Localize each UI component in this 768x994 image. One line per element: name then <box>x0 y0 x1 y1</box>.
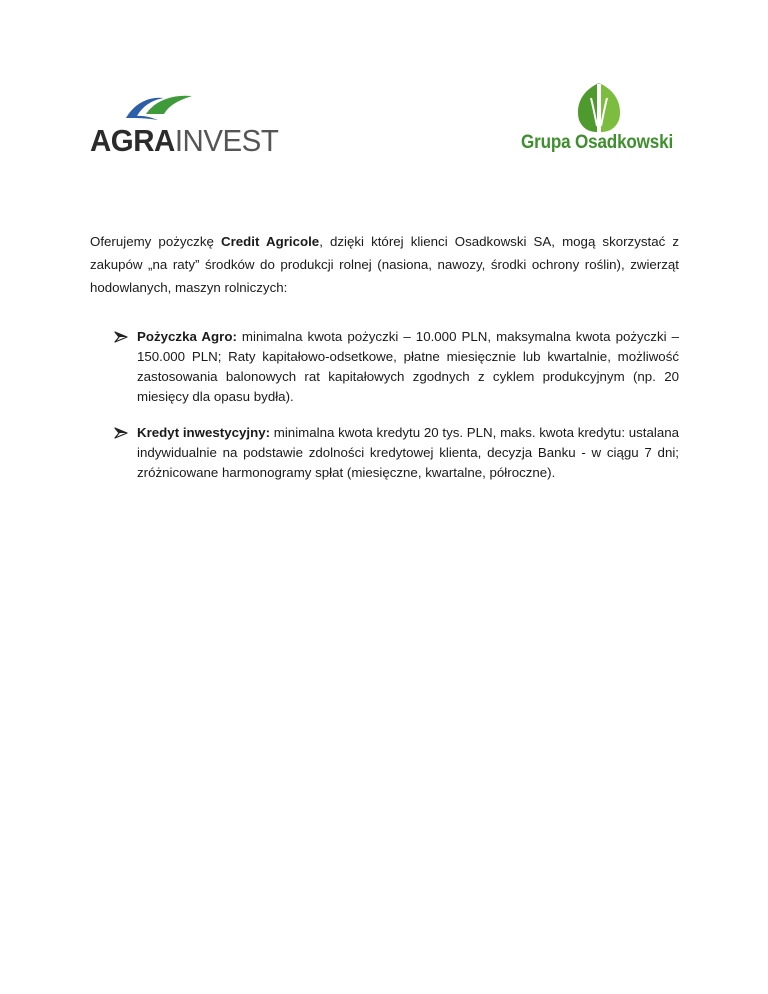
arrow-bullet-icon <box>114 427 128 439</box>
osadkowski-logo <box>517 82 687 154</box>
arrow-bullet-icon <box>114 331 128 343</box>
offer-list <box>114 327 679 483</box>
list-item-text: minimalna kwota pożyczki – 10.000 PLN, maksymalna kwota pożyczki – 150.000 PLN; Raty kapitałowo-odsetkowe, płatne miesięcznie lub kwartalnie, możliwość zastosowania balonowych rat kapitałowych zgodnych z cyklem produkcyjnym (np. 20 miesięcy dla opasu bydła). <box>137 329 679 404</box>
intro-paragraph <box>90 230 679 299</box>
intro-prefix: Oferujemy pożyczkę <box>90 234 221 249</box>
list-item-title: Kredyt inwestycyjny: <box>137 425 271 440</box>
leaf-icon <box>569 82 629 134</box>
agrainvest-swoosh-icon <box>124 92 194 122</box>
intro-bank-name: Credit Agricole <box>220 234 320 249</box>
list-item-title: Pożyczka Agro: <box>137 329 237 344</box>
list-item-text: minimalna kwota kredytu 20 tys. PLN, maks. kwota kredytu: ustalana indywidualnie na podstawie zdolności kredytowej klienta, decyzja Banku - w ciągu 7 dni; zróżnicowane harmonogramy spłat (miesięczne, kwartalne, półroczne). <box>137 425 680 480</box>
agrainvest-logo <box>90 92 279 158</box>
list-item <box>114 327 679 407</box>
intro-suffix: , dzięki której klienci Osadkowski SA, mogą skorzystać z zakupów „na raty” środków do produkcji rolnej (nasiona, nawozy, środki ochrony roślin), zwierząt hodowlanych, maszyn rolniczych: <box>90 234 679 295</box>
osadkowski-wordmark: Grupa Osadkowski <box>521 132 674 153</box>
list-item <box>114 423 679 483</box>
agrainvest-wordmark: AGRAINVEST <box>90 123 279 158</box>
